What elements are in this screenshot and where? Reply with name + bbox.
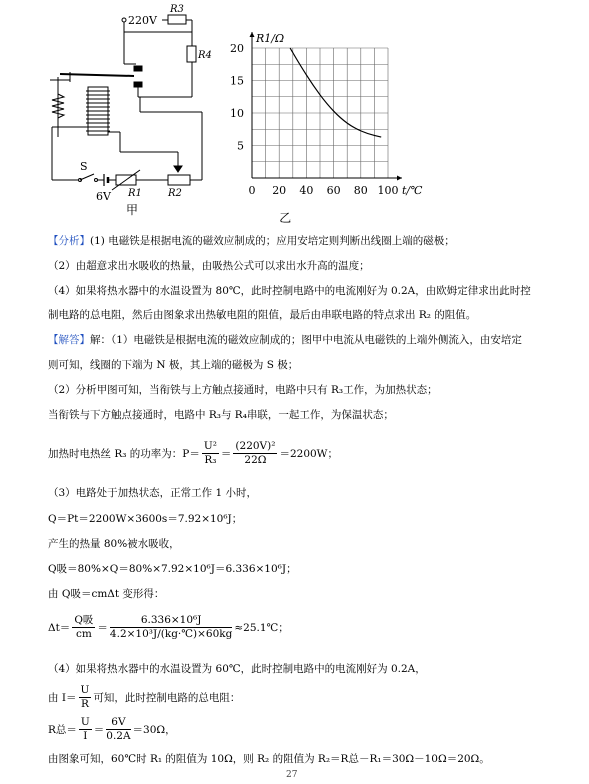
- analysis-1-text: (1) 电磁铁是根据电流的磁效应制成的；应用安培定则判断出线圈上端的磁极；: [90, 235, 455, 247]
- dt-formula: [48, 614, 289, 641]
- r-fraction-1: [79, 716, 92, 743]
- r-den-2: 0.2A: [106, 730, 131, 742]
- power-eq: ＝: [220, 448, 232, 460]
- series-line-r1: [290, 48, 381, 137]
- answer-line-3c: 产生的热量 80%被水吸收，: [48, 538, 180, 550]
- i-num: U: [80, 684, 90, 696]
- dt-den-1: cm: [75, 628, 92, 640]
- i-fraction: [79, 684, 92, 711]
- y-axis-arrow: [250, 32, 255, 37]
- x-tick-label: 0: [248, 184, 256, 197]
- x-axis-arrow: [397, 176, 402, 181]
- x-axis-label: t/℃: [402, 184, 423, 197]
- x-tick-label: 60: [326, 184, 341, 197]
- r-num-1: U: [80, 716, 90, 728]
- r-fraction-2: [106, 716, 130, 743]
- power-num-1: U²: [203, 440, 217, 452]
- r-eq: ＝: [93, 724, 105, 736]
- analysis-line-2: （2）由超意求出水吸收的热量，由吸热公式可以求出水升高的温度；: [48, 260, 370, 272]
- dt-fraction-1: [72, 614, 95, 641]
- i-suffix: 可知，此时控制电路的总电阻：: [93, 692, 241, 704]
- r-num-2: 6V: [106, 716, 130, 730]
- answer-line-3d: Q吸＝80%×Q＝80%×7.92×10⁶J＝6.336×10⁶J；: [48, 563, 297, 575]
- y-tick-label: 5: [237, 139, 244, 153]
- r-den-1: I: [83, 730, 88, 742]
- caption-jia: 甲: [126, 203, 139, 217]
- chart-r1-vs-t: [228, 28, 438, 228]
- answer-tag: 【解答】: [48, 334, 90, 346]
- power-fraction-2: [233, 440, 277, 467]
- label-220v: 220V: [128, 14, 157, 27]
- y-axis-label: R1/Ω: [256, 32, 285, 45]
- power-fraction-1: [202, 440, 219, 467]
- answer-line-2a: （2）分析甲图可知，当衔铁与上方触点接通时，电路中只有 R₃工作，为加热状态；: [48, 384, 438, 396]
- circuit-diagram: [40, 2, 220, 217]
- power-prefix: 加热时电热丝 R₃ 的功率为：P＝: [48, 448, 200, 460]
- dt-suffix: ≈25.1℃；: [234, 622, 289, 634]
- answer-line-1a: [48, 333, 522, 347]
- dt-eq: ＝: [97, 622, 108, 634]
- power-suffix: ＝2200W；: [279, 448, 338, 460]
- dt-den-2: 4.2×10³J/(kg·℃)×60kg: [109, 628, 233, 640]
- y-tick-label: 15: [230, 74, 244, 88]
- power-den-2: 22Ω: [244, 454, 267, 466]
- label-s: S: [80, 160, 88, 173]
- x-tick-label: 40: [299, 184, 314, 197]
- label-r3: R3: [170, 4, 184, 15]
- caption-yi: 乙: [279, 211, 292, 225]
- answer-line-4a: （4）如果将热水器中的水温设置为 60℃，此时控制电路中的电流刚好为 0.2A，: [48, 663, 426, 675]
- dt-num-2: 6.336×10⁶J: [110, 614, 232, 628]
- label-r4: R4: [198, 50, 212, 61]
- power-num-2: (220V)²: [235, 440, 276, 452]
- analysis-line-4b: 制电路的总电阻，然后由图象求出热敏电阻的阻值，最后由串联电路的特点求出 R₂ 的阻值。: [48, 309, 477, 321]
- label-6v: 6V: [96, 190, 111, 203]
- power-den-1: R₃: [204, 454, 217, 466]
- label-r1: R1: [128, 188, 142, 199]
- analysis-line-1: [48, 234, 455, 248]
- x-tick-label: 20: [272, 184, 287, 197]
- r-suffix: ＝30Ω，: [132, 724, 176, 736]
- analysis-tag: 【分析】: [48, 235, 90, 247]
- answer-line-3b: Q＝Pt＝2200W×3600s＝7.92×10⁶J；: [48, 513, 243, 525]
- answer-1a-text: 解：（1）电磁铁是根据电流的磁效应制成的；图甲中电流从电磁铁的上端外侧流入，由安培定: [90, 334, 522, 346]
- total-resistance-formula: [48, 716, 176, 743]
- answer-line-4c: 由图象可知，60℃时 R₁ 的阻值为 10Ω，则 R₂ 的阻值为 R₂＝R总－R₁＝30Ω－10Ω＝20Ω。: [48, 753, 490, 765]
- answer-line-3a: （3）电路处于加热状态，正常工作 1 小时，: [48, 487, 258, 499]
- y-tick-label: 10: [230, 107, 244, 120]
- x-tick-label: 80: [353, 184, 368, 197]
- i-den: R: [80, 698, 89, 710]
- r-prefix: R总＝: [48, 724, 77, 736]
- power-formula: [48, 440, 338, 467]
- analysis-line-4a: （4）如果将热水器中的水温设置为 80℃，此时控制电路中的电流刚好为 0.2A，由欧姆定律求出此时控: [48, 285, 531, 297]
- answer-line-1b: 则可知，线圈的下端为 N 极，其上端的磁极为 S 极；: [48, 359, 299, 371]
- dt-num-1: Q吸: [74, 614, 94, 626]
- y-tick-label: 20: [230, 42, 244, 55]
- page-number: 27: [286, 770, 298, 780]
- dt-fraction-2: [110, 614, 232, 641]
- x-tick-label: 100: [377, 184, 399, 197]
- i-prefix: 由 I＝: [48, 692, 77, 704]
- dt-prefix: Δt＝: [48, 622, 71, 634]
- answer-line-2b: 当衔铁与下方触点接通时，电路中 R₃与 R₄串联，一起工作，为保温状态；: [48, 409, 394, 421]
- label-r2: R2: [168, 188, 182, 199]
- ohm-law-line: [48, 684, 240, 711]
- answer-line-3e: 由 Q吸＝cmΔt 变形得：: [48, 588, 165, 600]
